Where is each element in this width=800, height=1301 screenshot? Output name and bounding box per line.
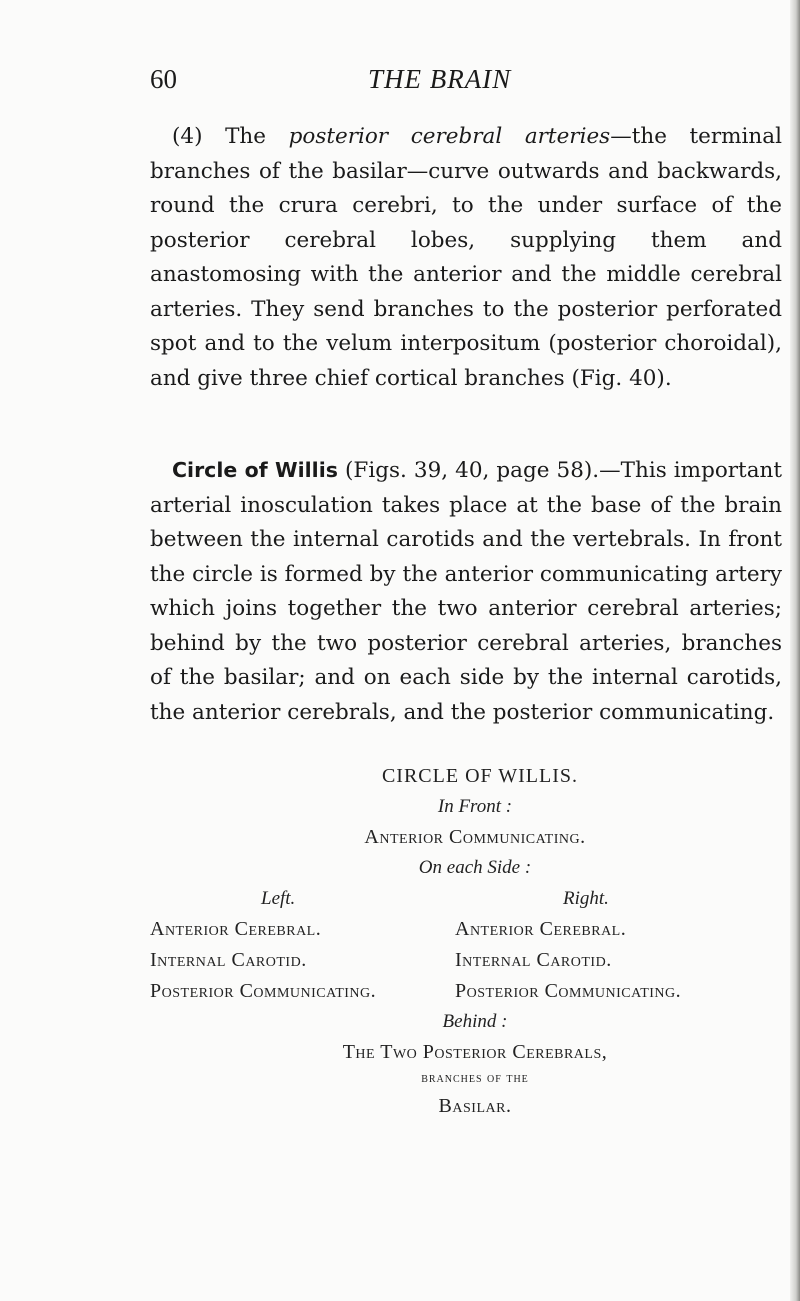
behind-line-3: Basilar. [438, 1095, 512, 1117]
right-label: Right. [563, 888, 609, 909]
page-number: 60 [150, 64, 177, 94]
behind-line-2: branches of the [421, 1071, 529, 1086]
right-cell: Internal Carotid. [455, 949, 612, 971]
table-row [150, 976, 800, 1007]
in-front-value: Anterior Communicating. [364, 826, 586, 848]
paragraph-text: —the terminal branches of the basilar—curve outwards and backwards, round the crura cerebri, to the under surface of the posterior cerebral lobes, supplying them and anastomosing with the anterior and the middle cerebral arteries. They send branches to the posterior perforated spot and to the velum interpositum (posterior choroidal), and give three chief cortical branches (Fig. 40). [150, 124, 782, 391]
paragraph-text: (Figs. 39, 40, page 58).—This important arterial inosculation takes place at the base of the brain between the internal carotids and the vertebrals. In front the circle is formed by the anterior communicating artery which joins together the two anterior cerebral arteries; behind by the two posterior cerebral arteries, branches of the basilar; and on each side by the internal carotids, the anterior cerebrals, and the posterior communicating. [150, 458, 782, 725]
left-cell: Anterior Cerebral. [150, 918, 322, 940]
section-heading: Circle of Willis [172, 458, 338, 482]
left-cell: Posterior Communicating. [150, 980, 377, 1002]
each-side-label: On each Side : [418, 857, 532, 878]
table-row [150, 945, 800, 976]
running-title: THE BRAIN [368, 64, 512, 94]
italic-term: posterior cerebral arteries [288, 124, 611, 149]
in-front-label: In Front : [437, 796, 513, 817]
running-head [150, 64, 650, 104]
left-label: Left. [261, 888, 296, 909]
right-cell: Posterior Communicating. [455, 980, 682, 1002]
paragraph-circle-of-willis [150, 453, 782, 730]
behind-label: Behind : [442, 1011, 508, 1032]
paragraph-posterior-cerebral [150, 120, 782, 396]
circle-of-willis-table [150, 760, 800, 1121]
left-right-header [150, 883, 800, 914]
left-cell: Internal Carotid. [150, 949, 307, 971]
behind-line-1: The Two Posterior Cerebrals, [342, 1041, 608, 1063]
right-cell: Anterior Cerebral. [455, 918, 627, 940]
table-row [150, 914, 800, 945]
paragraph-lead: (4) The [172, 124, 289, 149]
table-title: CIRCLE OF WILLIS. [381, 765, 579, 787]
